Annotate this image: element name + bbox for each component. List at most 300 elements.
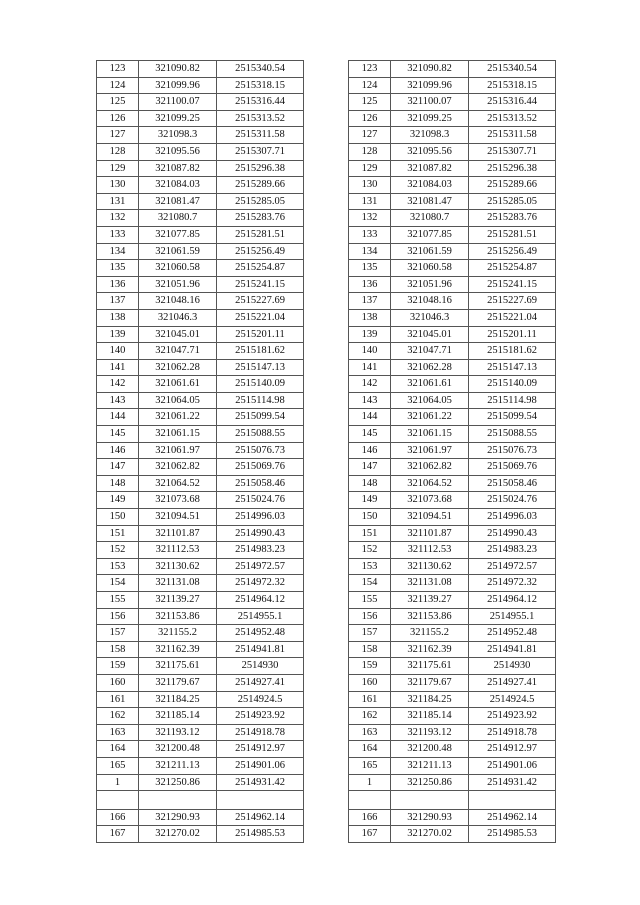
table-row xyxy=(97,608,304,625)
y-coordinate-cell: 2515283.76 xyxy=(217,210,304,227)
point-number-cell: 155 xyxy=(97,592,139,609)
point-number-cell: 127 xyxy=(97,127,139,144)
point-number-cell: 1 xyxy=(97,774,139,791)
x-coordinate-cell: 321045.01 xyxy=(139,326,217,343)
x-coordinate-cell: 321130.62 xyxy=(391,558,469,575)
x-coordinate-cell: 321061.22 xyxy=(391,409,469,426)
point-number-cell: 136 xyxy=(97,276,139,293)
y-coordinate-cell: 2514901.06 xyxy=(217,757,304,774)
y-coordinate-cell: 2514983.23 xyxy=(217,542,304,559)
table-row xyxy=(97,409,304,426)
point-number-cell: 134 xyxy=(97,243,139,260)
point-number-cell: 139 xyxy=(97,326,139,343)
x-coordinate-cell: 321112.53 xyxy=(391,542,469,559)
x-coordinate-cell: 321250.86 xyxy=(391,774,469,791)
table-row xyxy=(97,658,304,675)
y-coordinate-cell: 2515313.52 xyxy=(217,110,304,127)
y-coordinate-cell: 2515313.52 xyxy=(469,110,556,127)
x-coordinate-cell: 321095.56 xyxy=(139,143,217,160)
y-coordinate-cell: 2514964.12 xyxy=(469,592,556,609)
point-number-cell: 1 xyxy=(349,774,391,791)
y-coordinate-cell: 2515099.54 xyxy=(469,409,556,426)
point-number-cell: 126 xyxy=(97,110,139,127)
x-coordinate-cell: 321179.67 xyxy=(139,674,217,691)
x-coordinate-cell: 321211.13 xyxy=(139,757,217,774)
point-number-cell: 124 xyxy=(349,77,391,94)
table-row xyxy=(349,243,556,260)
y-coordinate-cell: 2514964.12 xyxy=(217,592,304,609)
x-coordinate-cell: 321062.82 xyxy=(139,459,217,476)
y-coordinate-cell: 2515296.38 xyxy=(217,160,304,177)
point-number-cell: 165 xyxy=(97,757,139,774)
point-number-cell: 146 xyxy=(349,442,391,459)
x-coordinate-cell: 321179.67 xyxy=(391,674,469,691)
point-number-cell: 144 xyxy=(349,409,391,426)
x-coordinate-cell: 321162.39 xyxy=(391,641,469,658)
y-coordinate-cell: 2514930 xyxy=(217,658,304,675)
y-coordinate-cell xyxy=(469,791,556,810)
y-coordinate-cell: 2514972.32 xyxy=(469,575,556,592)
point-number-cell: 165 xyxy=(349,757,391,774)
y-coordinate-cell: 2515283.76 xyxy=(469,210,556,227)
table-row xyxy=(349,177,556,194)
x-coordinate-cell: 321139.27 xyxy=(139,592,217,609)
point-number-cell: 135 xyxy=(349,260,391,277)
point-number-cell: 153 xyxy=(97,558,139,575)
point-number-cell: 137 xyxy=(97,293,139,310)
table-row xyxy=(349,426,556,443)
table-row xyxy=(97,392,304,409)
x-coordinate-cell: 321077.85 xyxy=(391,226,469,243)
table-row xyxy=(97,757,304,774)
x-coordinate-cell: 321184.25 xyxy=(391,691,469,708)
x-coordinate-cell: 321211.13 xyxy=(391,757,469,774)
table-row xyxy=(97,260,304,277)
table-row xyxy=(97,475,304,492)
point-number-cell: 157 xyxy=(349,625,391,642)
x-coordinate-cell: 321270.02 xyxy=(139,826,217,843)
y-coordinate-cell: 2515140.09 xyxy=(217,376,304,393)
point-number-cell: 157 xyxy=(97,625,139,642)
y-coordinate-cell: 2514931.42 xyxy=(469,774,556,791)
y-coordinate-cell: 2514962.14 xyxy=(469,809,556,826)
table-row xyxy=(97,243,304,260)
table-row xyxy=(349,826,556,843)
table-row xyxy=(97,708,304,725)
y-coordinate-cell: 2515221.04 xyxy=(469,309,556,326)
point-number-cell: 147 xyxy=(97,459,139,476)
y-coordinate-cell: 2514941.81 xyxy=(217,641,304,658)
point-number-cell: 156 xyxy=(97,608,139,625)
x-coordinate-cell: 321175.61 xyxy=(139,658,217,675)
y-coordinate-cell: 2514983.23 xyxy=(469,542,556,559)
y-coordinate-cell: 2514952.48 xyxy=(469,625,556,642)
point-number-cell: 141 xyxy=(349,359,391,376)
table-row xyxy=(97,774,304,791)
y-coordinate-cell: 2515076.73 xyxy=(469,442,556,459)
y-coordinate-cell: 2514927.41 xyxy=(469,674,556,691)
x-coordinate-cell: 321077.85 xyxy=(139,226,217,243)
table-row xyxy=(97,826,304,843)
y-coordinate-cell: 2515069.76 xyxy=(217,459,304,476)
point-number-cell: 131 xyxy=(349,193,391,210)
table-row xyxy=(349,409,556,426)
x-coordinate-cell: 321200.48 xyxy=(139,741,217,758)
table-row xyxy=(97,61,304,78)
point-number-cell: 128 xyxy=(349,143,391,160)
table-row xyxy=(349,625,556,642)
y-coordinate-cell: 2515289.66 xyxy=(217,177,304,194)
coordinate-table-left xyxy=(96,60,304,843)
table-row xyxy=(349,774,556,791)
y-coordinate-cell: 2514931.42 xyxy=(217,774,304,791)
table-row xyxy=(349,260,556,277)
table-row xyxy=(97,293,304,310)
point-number-cell: 152 xyxy=(97,542,139,559)
y-coordinate-cell: 2514990.43 xyxy=(217,525,304,542)
x-coordinate-cell: 321061.97 xyxy=(139,442,217,459)
table-row xyxy=(349,558,556,575)
y-coordinate-cell: 2515069.76 xyxy=(469,459,556,476)
point-number-cell: 138 xyxy=(349,309,391,326)
x-coordinate-cell: 321051.96 xyxy=(391,276,469,293)
table-row xyxy=(349,343,556,360)
x-coordinate-cell: 321094.51 xyxy=(391,509,469,526)
point-number-cell: 130 xyxy=(349,177,391,194)
x-coordinate-cell: 321175.61 xyxy=(391,658,469,675)
y-coordinate-cell: 2515114.98 xyxy=(217,392,304,409)
point-number-cell: 131 xyxy=(97,193,139,210)
x-coordinate-cell: 321062.28 xyxy=(139,359,217,376)
table-row xyxy=(349,708,556,725)
x-coordinate-cell: 321090.82 xyxy=(139,61,217,78)
y-coordinate-cell: 2514923.92 xyxy=(469,708,556,725)
x-coordinate-cell: 321048.16 xyxy=(139,293,217,310)
y-coordinate-cell: 2515340.54 xyxy=(217,61,304,78)
x-coordinate-cell: 321155.2 xyxy=(391,625,469,642)
x-coordinate-cell: 321087.82 xyxy=(139,160,217,177)
x-coordinate-cell: 321061.97 xyxy=(391,442,469,459)
table-row xyxy=(97,177,304,194)
y-coordinate-cell: 2515254.87 xyxy=(217,260,304,277)
table-row xyxy=(349,77,556,94)
point-number-cell: 162 xyxy=(349,708,391,725)
table-row xyxy=(97,326,304,343)
x-coordinate-cell: 321153.86 xyxy=(139,608,217,625)
point-number-cell: 158 xyxy=(97,641,139,658)
table-row xyxy=(349,359,556,376)
x-coordinate-cell: 321062.28 xyxy=(391,359,469,376)
y-coordinate-cell: 2515221.04 xyxy=(217,309,304,326)
y-coordinate-cell: 2515181.62 xyxy=(469,343,556,360)
point-number-cell: 149 xyxy=(349,492,391,509)
point-number-cell: 133 xyxy=(349,226,391,243)
table-row xyxy=(97,127,304,144)
y-coordinate-cell: 2515147.13 xyxy=(469,359,556,376)
y-coordinate-cell: 2515256.49 xyxy=(217,243,304,260)
point-number-cell: 155 xyxy=(349,592,391,609)
x-coordinate-cell: 321060.58 xyxy=(139,260,217,277)
y-coordinate-cell: 2514955.1 xyxy=(217,608,304,625)
y-coordinate-cell: 2515296.38 xyxy=(469,160,556,177)
y-coordinate-cell: 2515289.66 xyxy=(469,177,556,194)
table-row xyxy=(349,724,556,741)
x-coordinate-cell: 321062.82 xyxy=(391,459,469,476)
y-coordinate-cell: 2515254.87 xyxy=(469,260,556,277)
x-coordinate-cell: 321099.96 xyxy=(139,77,217,94)
x-coordinate-cell: 321130.62 xyxy=(139,558,217,575)
table-row xyxy=(349,127,556,144)
point-number-cell: 143 xyxy=(349,392,391,409)
y-coordinate-cell: 2515147.13 xyxy=(217,359,304,376)
x-coordinate-cell: 321051.96 xyxy=(139,276,217,293)
x-coordinate-cell: 321184.25 xyxy=(139,691,217,708)
table-row xyxy=(97,691,304,708)
x-coordinate-cell: 321048.16 xyxy=(391,293,469,310)
y-coordinate-cell: 2514930 xyxy=(469,658,556,675)
table-row xyxy=(349,143,556,160)
x-coordinate-cell: 321270.02 xyxy=(391,826,469,843)
point-number-cell: 164 xyxy=(349,741,391,758)
y-coordinate-cell: 2514972.57 xyxy=(217,558,304,575)
point-number-cell: 164 xyxy=(97,741,139,758)
x-coordinate-cell: 321045.01 xyxy=(391,326,469,343)
y-coordinate-cell: 2515318.15 xyxy=(469,77,556,94)
table-row xyxy=(97,592,304,609)
table-row xyxy=(97,575,304,592)
y-coordinate-cell: 2514955.1 xyxy=(469,608,556,625)
point-number-cell: 141 xyxy=(97,359,139,376)
point-number-cell: 140 xyxy=(349,343,391,360)
x-coordinate-cell: 321061.61 xyxy=(139,376,217,393)
y-coordinate-cell: 2515058.46 xyxy=(469,475,556,492)
x-coordinate-cell: 321061.59 xyxy=(391,243,469,260)
point-number-cell xyxy=(97,791,139,810)
table-row xyxy=(97,625,304,642)
table-row xyxy=(97,343,304,360)
x-coordinate-cell: 321064.52 xyxy=(391,475,469,492)
table-row xyxy=(97,276,304,293)
table-row xyxy=(349,509,556,526)
y-coordinate-cell: 2515285.05 xyxy=(469,193,556,210)
x-coordinate-cell: 321084.03 xyxy=(139,177,217,194)
point-number-cell: 161 xyxy=(349,691,391,708)
x-coordinate-cell: 321101.87 xyxy=(391,525,469,542)
table-row xyxy=(349,226,556,243)
x-coordinate-cell: 321046.3 xyxy=(391,309,469,326)
point-number-cell: 166 xyxy=(97,809,139,826)
table-row xyxy=(349,791,556,810)
table-row xyxy=(97,558,304,575)
y-coordinate-cell: 2515201.11 xyxy=(469,326,556,343)
table-row xyxy=(97,724,304,741)
x-coordinate-cell: 321098.3 xyxy=(139,127,217,144)
y-coordinate-cell: 2514927.41 xyxy=(217,674,304,691)
point-number-cell: 143 xyxy=(97,392,139,409)
x-coordinate-cell: 321098.3 xyxy=(391,127,469,144)
y-coordinate-cell: 2515281.51 xyxy=(469,226,556,243)
x-coordinate-cell: 321064.05 xyxy=(391,392,469,409)
table-row xyxy=(349,160,556,177)
x-coordinate-cell: 321073.68 xyxy=(139,492,217,509)
point-number-cell: 132 xyxy=(349,210,391,227)
table-row xyxy=(349,575,556,592)
x-coordinate-cell: 321200.48 xyxy=(391,741,469,758)
point-number-cell: 138 xyxy=(97,309,139,326)
point-number-cell: 159 xyxy=(97,658,139,675)
table-row xyxy=(97,376,304,393)
y-coordinate-cell: 2514912.97 xyxy=(469,741,556,758)
y-coordinate-cell: 2515311.58 xyxy=(469,127,556,144)
y-coordinate-cell: 2515024.76 xyxy=(469,492,556,509)
y-coordinate-cell: 2514985.53 xyxy=(469,826,556,843)
table-row xyxy=(349,757,556,774)
table-row xyxy=(349,525,556,542)
table-row xyxy=(97,210,304,227)
table-row xyxy=(349,61,556,78)
point-number-cell: 154 xyxy=(349,575,391,592)
table-row xyxy=(349,459,556,476)
table-row xyxy=(349,193,556,210)
x-coordinate-cell: 321047.71 xyxy=(139,343,217,360)
table-row xyxy=(349,658,556,675)
point-number-cell: 151 xyxy=(349,525,391,542)
x-coordinate-cell: 321061.15 xyxy=(391,426,469,443)
x-coordinate-cell: 321101.87 xyxy=(139,525,217,542)
y-coordinate-cell: 2515285.05 xyxy=(217,193,304,210)
y-coordinate-cell: 2515058.46 xyxy=(217,475,304,492)
x-coordinate-cell: 321185.14 xyxy=(391,708,469,725)
y-coordinate-cell: 2515088.55 xyxy=(469,426,556,443)
table-row xyxy=(97,143,304,160)
table-row xyxy=(97,359,304,376)
point-number-cell: 162 xyxy=(97,708,139,725)
point-number-cell: 136 xyxy=(349,276,391,293)
point-number-cell: 129 xyxy=(97,160,139,177)
y-coordinate-cell: 2514985.53 xyxy=(217,826,304,843)
y-coordinate-cell: 2514962.14 xyxy=(217,809,304,826)
table-row xyxy=(97,791,304,810)
point-number-cell: 163 xyxy=(97,724,139,741)
coordinate-table-right xyxy=(348,60,556,843)
x-coordinate-cell: 321099.25 xyxy=(391,110,469,127)
y-coordinate-cell: 2515241.15 xyxy=(469,276,556,293)
x-coordinate-cell: 321153.86 xyxy=(391,608,469,625)
y-coordinate-cell: 2515307.71 xyxy=(217,143,304,160)
point-number-cell: 123 xyxy=(97,61,139,78)
x-coordinate-cell: 321193.12 xyxy=(391,724,469,741)
y-coordinate-cell: 2514924.5 xyxy=(217,691,304,708)
table-row xyxy=(349,326,556,343)
x-coordinate-cell: 321290.93 xyxy=(391,809,469,826)
x-coordinate-cell: 321100.07 xyxy=(139,94,217,111)
y-coordinate-cell: 2515316.44 xyxy=(217,94,304,111)
x-coordinate-cell: 321090.82 xyxy=(391,61,469,78)
y-coordinate-cell: 2515088.55 xyxy=(217,426,304,443)
point-number-cell: 146 xyxy=(97,442,139,459)
point-number-cell: 127 xyxy=(349,127,391,144)
point-number-cell: 129 xyxy=(349,160,391,177)
point-number-cell: 158 xyxy=(349,641,391,658)
table-row xyxy=(97,226,304,243)
point-number-cell: 135 xyxy=(97,260,139,277)
point-number-cell: 130 xyxy=(97,177,139,194)
x-coordinate-cell: 321084.03 xyxy=(391,177,469,194)
table-row xyxy=(97,641,304,658)
y-coordinate-cell: 2515024.76 xyxy=(217,492,304,509)
x-coordinate-cell: 321139.27 xyxy=(391,592,469,609)
y-coordinate-cell: 2514924.5 xyxy=(469,691,556,708)
point-number-cell xyxy=(349,791,391,810)
point-number-cell: 125 xyxy=(349,94,391,111)
y-coordinate-cell: 2515307.71 xyxy=(469,143,556,160)
table-row xyxy=(349,110,556,127)
point-number-cell: 148 xyxy=(97,475,139,492)
table-row xyxy=(349,674,556,691)
x-coordinate-cell: 321131.08 xyxy=(391,575,469,592)
y-coordinate-cell: 2514901.06 xyxy=(469,757,556,774)
y-coordinate-cell: 2515316.44 xyxy=(469,94,556,111)
x-coordinate-cell: 321081.47 xyxy=(139,193,217,210)
y-coordinate-cell: 2515311.58 xyxy=(217,127,304,144)
x-coordinate-cell: 321061.22 xyxy=(139,409,217,426)
x-coordinate-cell: 321095.56 xyxy=(391,143,469,160)
table-row xyxy=(349,542,556,559)
table-row xyxy=(97,426,304,443)
x-coordinate-cell: 321087.82 xyxy=(391,160,469,177)
point-number-cell: 149 xyxy=(97,492,139,509)
x-coordinate-cell: 321162.39 xyxy=(139,641,217,658)
y-coordinate-cell: 2514918.78 xyxy=(469,724,556,741)
table-row xyxy=(97,110,304,127)
x-coordinate-cell: 321185.14 xyxy=(139,708,217,725)
x-coordinate-cell: 321047.71 xyxy=(391,343,469,360)
point-number-cell: 128 xyxy=(97,143,139,160)
y-coordinate-cell: 2514952.48 xyxy=(217,625,304,642)
table-row xyxy=(97,193,304,210)
table-row xyxy=(349,741,556,758)
point-number-cell: 139 xyxy=(349,326,391,343)
table-row xyxy=(349,475,556,492)
point-number-cell: 145 xyxy=(97,426,139,443)
y-coordinate-cell: 2515281.51 xyxy=(217,226,304,243)
table-row xyxy=(97,459,304,476)
y-coordinate-cell: 2515318.15 xyxy=(217,77,304,94)
point-number-cell: 167 xyxy=(349,826,391,843)
table-row xyxy=(349,293,556,310)
x-coordinate-cell xyxy=(139,791,217,810)
x-coordinate-cell: 321155.2 xyxy=(139,625,217,642)
table-row xyxy=(97,509,304,526)
point-number-cell: 166 xyxy=(349,809,391,826)
y-coordinate-cell: 2514990.43 xyxy=(469,525,556,542)
table-row xyxy=(97,741,304,758)
point-number-cell: 142 xyxy=(97,376,139,393)
point-number-cell: 150 xyxy=(349,509,391,526)
table-row xyxy=(97,309,304,326)
x-coordinate-cell: 321073.68 xyxy=(391,492,469,509)
point-number-cell: 148 xyxy=(349,475,391,492)
y-coordinate-cell: 2514972.57 xyxy=(469,558,556,575)
x-coordinate-cell xyxy=(391,791,469,810)
x-coordinate-cell: 321080.7 xyxy=(139,210,217,227)
table-row xyxy=(349,276,556,293)
point-number-cell: 154 xyxy=(97,575,139,592)
point-number-cell: 160 xyxy=(349,674,391,691)
x-coordinate-cell: 321060.58 xyxy=(391,260,469,277)
table-row xyxy=(349,442,556,459)
point-number-cell: 152 xyxy=(349,542,391,559)
